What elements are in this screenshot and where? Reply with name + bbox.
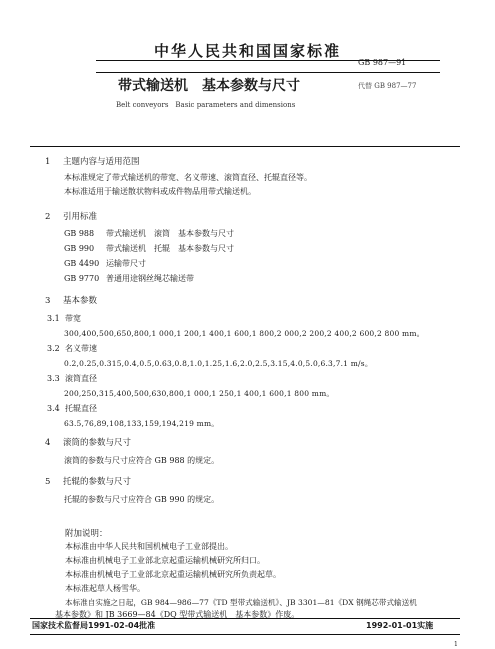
subsection-3-1 — [47, 313, 81, 324]
note-line: 基本参数》和 JB 3669—84《DQ 型带式输送机 基本参数》作废。 — [55, 610, 300, 619]
reference-item — [64, 258, 146, 269]
reference-text: 普通用途钢丝绳芯输送带 — [106, 274, 194, 283]
section-number: 3 — [45, 296, 51, 306]
section-title: 主题内容与适用范围 — [63, 157, 140, 167]
pulley-diameter-values: 200,250,315,400,500,630,800,1 000,1 250,1 400,1 600,1 800 mm。 — [64, 389, 335, 398]
footer-rule — [30, 618, 460, 619]
belt-width-values: 300,400,500,650,800,1 000,1 200,1 400,1 600,1 800,2 000,2 200,2 400,2 600,2 800 mm。 — [64, 329, 425, 338]
subsection-number: 3.2 — [47, 344, 60, 353]
subsection-3-4 — [47, 403, 97, 414]
section-1-line-2: 本标准适用于输送散状物料或成件物品用带式输送机。 — [64, 187, 256, 196]
content-divider — [30, 146, 460, 147]
reference-code: GB 988 — [64, 229, 95, 238]
document-title-en: Belt conveyors Basic parameters and dimensions — [116, 101, 296, 109]
standard-number: GB 987—91 — [358, 58, 407, 67]
reference-code: GB 4490 — [64, 259, 100, 268]
section-number: 2 — [45, 212, 51, 222]
section-number: 5 — [45, 477, 51, 487]
reference-text: 带式输送机 托辊 基本参数与尺寸 — [106, 244, 234, 253]
section-3-heading — [45, 294, 97, 306]
subsection-label: 托辊直径 — [65, 404, 97, 413]
note-line: 本标准起草人杨雪华。 — [65, 584, 145, 593]
subsection-3-3 — [47, 373, 97, 384]
section-2-heading — [45, 210, 97, 222]
idler-diameter-values: 63.5,76,89,108,133,159,194,219 mm。 — [64, 419, 219, 428]
reference-item — [64, 243, 234, 254]
belt-speed-values: 0.2,0.25,0.315,0.4,0.5,0.63,0.8,1.0,1.25,1.6,2.0,2.5,3.15,4.0,5.0,6.3,7.1 m/s。 — [64, 359, 373, 368]
section-5-text: 托辊的参数与尺寸应符合 GB 990 的规定。 — [64, 495, 220, 504]
section-title: 滚筒的参数与尺寸 — [63, 438, 132, 448]
standard-title: 中华人民共和国国家标准 — [153, 42, 341, 60]
note-line: 本标准由机械电子工业部北京起重运输机械研究所负责起草。 — [65, 570, 281, 579]
note-line: 本标准由中华人民共和国机械电子工业部提出。 — [65, 542, 233, 551]
document-title-cn: 带式输送机 基本参数与尺寸 — [118, 78, 300, 94]
reference-text: 运输带尺寸 — [106, 259, 146, 268]
header-rule-bottom — [96, 72, 440, 73]
page-number: 1 — [454, 641, 458, 648]
section-1-line-1: 本标准规定了带式输送机的带宽、名义带速、滚筒直径、托辊直径等。 — [64, 173, 312, 182]
footer-rule-bottom — [30, 634, 460, 635]
section-5-heading — [45, 475, 131, 487]
subsection-label: 名义带速 — [65, 344, 97, 353]
subsection-number: 3.4 — [47, 404, 60, 413]
section-title: 引用标准 — [63, 212, 98, 222]
subsection-label: 滚筒直径 — [65, 374, 97, 383]
note-line: 本标准自实施之日起，GB 984—986—77《TD 型带式输送机》、JB 3301—81《DX 钢绳芯带式输送机 — [65, 598, 417, 607]
section-4-heading — [45, 436, 131, 448]
section-1-heading — [45, 155, 140, 167]
subsection-number: 3.1 — [47, 314, 60, 323]
implementation-date: 1992-01-01实施 — [366, 621, 434, 630]
section-4-text: 滚筒的参数与尺寸应符合 GB 988 的规定。 — [64, 456, 220, 465]
approval-date: 国家技术监督局1991-02-04批准 — [32, 621, 156, 630]
section-title: 托辊的参数与尺寸 — [63, 477, 132, 487]
additional-notes-heading: 附加说明： — [65, 529, 108, 539]
section-number: 4 — [45, 438, 51, 448]
section-number: 1 — [45, 157, 51, 167]
subsection-3-2 — [47, 343, 97, 354]
replaces-standard: 代替 GB 987—77 — [358, 82, 417, 90]
reference-item — [64, 273, 194, 284]
subsection-number: 3.3 — [47, 374, 60, 383]
subsection-label: 带宽 — [65, 314, 81, 323]
reference-text: 带式输送机 滚筒 基本参数与尺寸 — [106, 229, 234, 238]
note-line: 本标准由机械电子工业部北京起重运输机械研究所归口。 — [65, 556, 265, 565]
reference-item — [64, 228, 234, 239]
reference-code: GB 990 — [64, 244, 95, 253]
section-title: 基本参数 — [63, 296, 98, 306]
reference-code: GB 9770 — [64, 274, 100, 283]
